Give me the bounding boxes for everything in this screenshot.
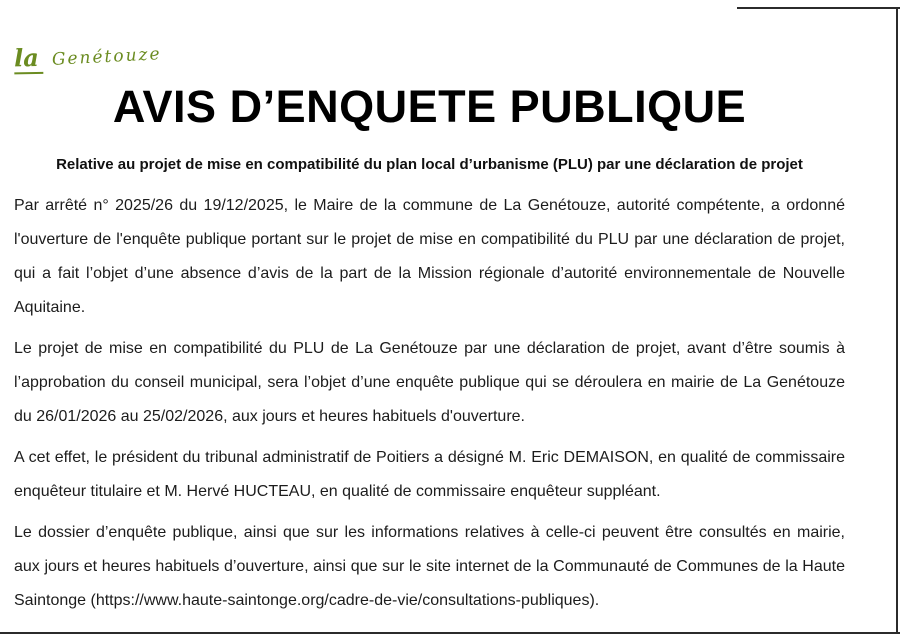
paragraph-1: Par arrêté n° 2025/26 du 19/12/2025, le Maire de la commune de La Genétouze, autorité compétente, a ordonné l'ouverture de l'enquête publique portant sur le projet de mise en compatibilité du PLU par une déclaration de projet, qui a fait l’objet d’une absence d’avis de la part de la Mission régionale d’autorité environnementale de Nouvelle Aquitaine. [14,196,845,316]
page-border-right [896,7,898,633]
paragraph-2: Le projet de mise en compatibilité du PLU de La Genétouze par une déclaration de projet, avant d’être soumis à l’approbation du conseil municipal, sera l’objet d’une enquête publique qui se déroulera en mairie de La Genétouze du 26/01/2026 au 25/02/2026, aux jours et heures habituels d'ouverture. [14,339,845,425]
notice-header [0,0,900,173]
notice-subtitle: Relative au projet de mise en compatibilité du plan local d’urbanisme (PLU) par une déclaration de projet [56,155,803,173]
page-title: AVIS D’ENQUETE PUBLIQUE [112,81,747,132]
paragraph-3: A cet effet, le président du tribunal administratif de Poitiers a désigné M. Eric DEMAISON, en qualité de commissaire enquêteur titulaire et M. Hervé HUCTEAU, en qualité de commissaire enquêteur suppléant. [14,448,845,500]
page-border-top [737,7,900,9]
logo-text-la: la [14,43,43,74]
notice-body [0,189,900,618]
logo-text-genetouze: Genétouze [51,44,163,70]
page-border-bottom [0,632,900,634]
paragraph-4: Le dossier d’enquête publique, ainsi que sur les informations relatives à celle-ci peuvent être consultés en mairie, aux jours et heures habituels d’ouverture, ainsi que sur le site internet de la Communauté de Communes de la Haute Saintonge (https://www.haute-saintonge.org/cadre-de-vie/consultations-publiques). [14,523,845,609]
